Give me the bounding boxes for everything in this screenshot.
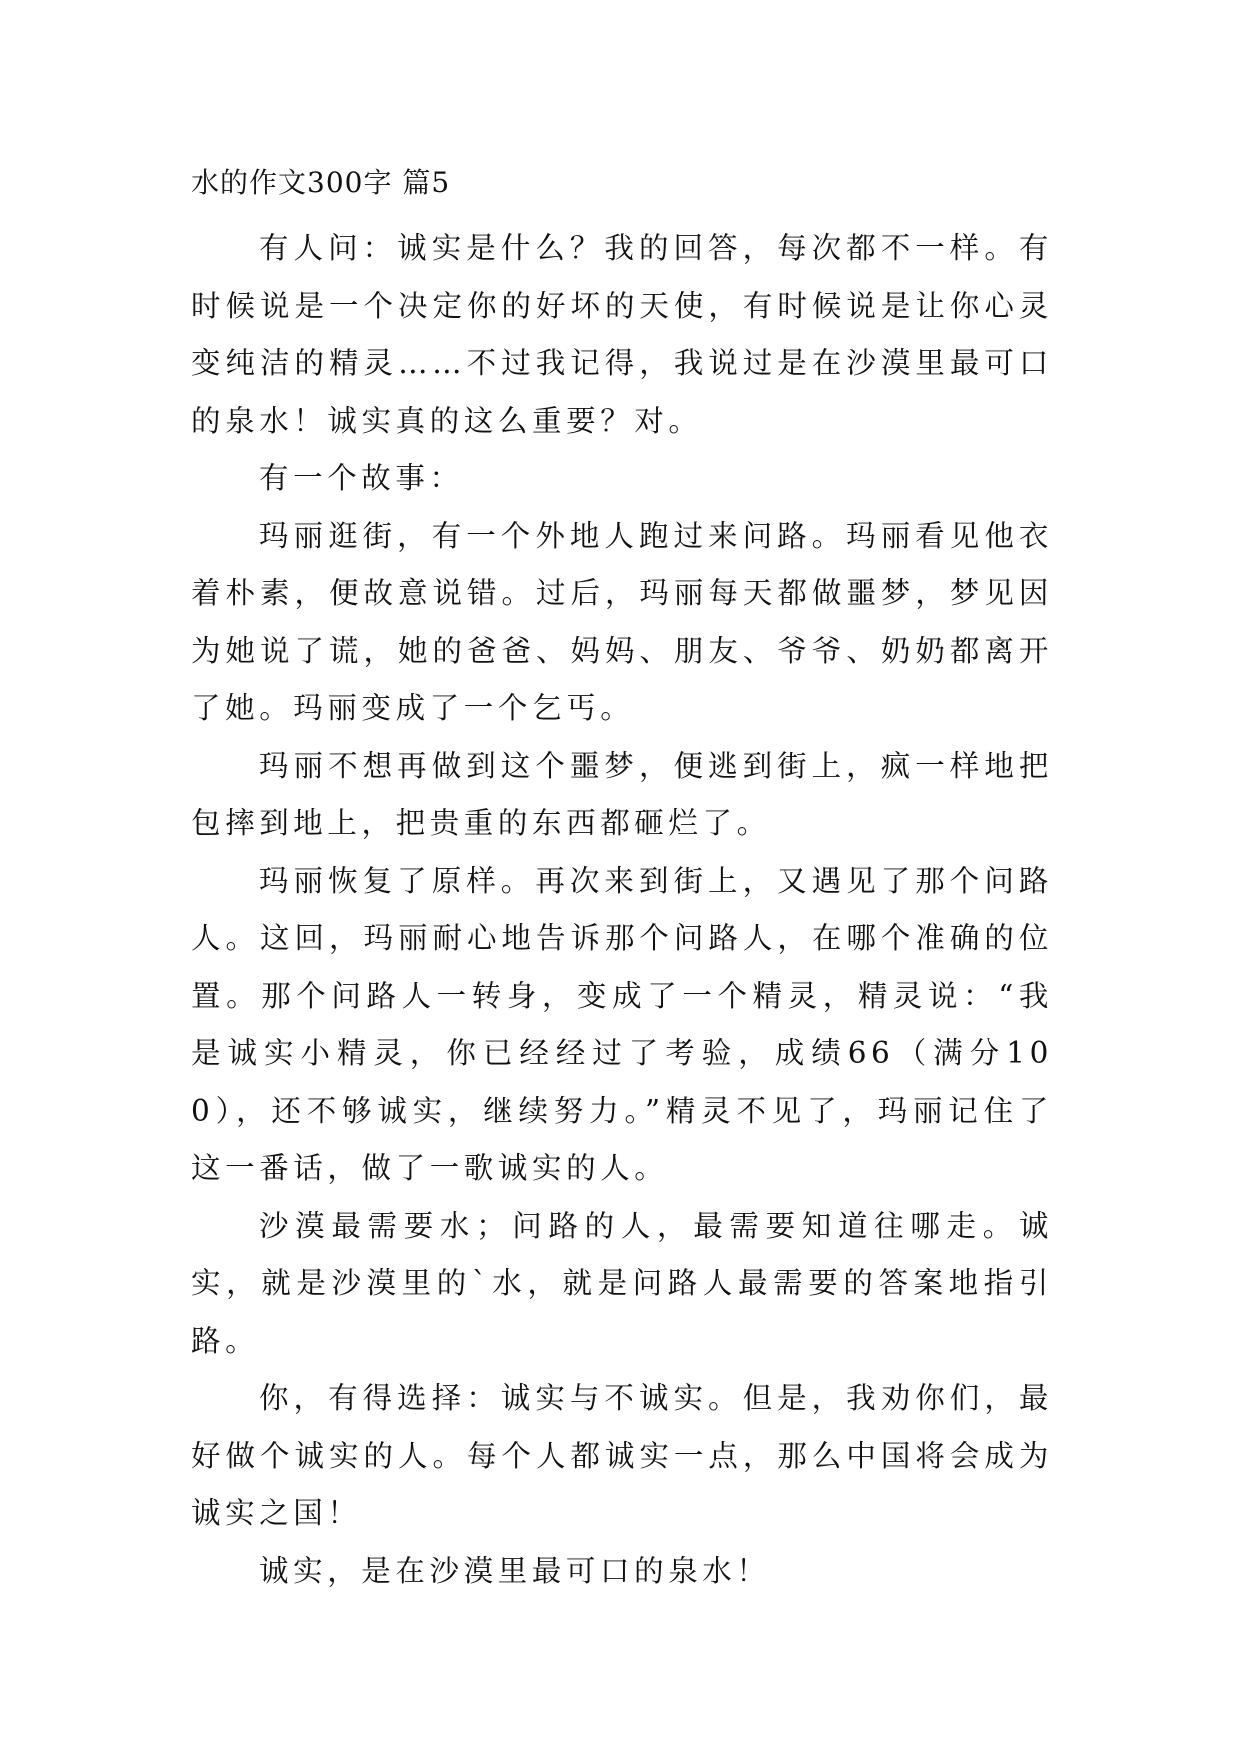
paragraph: 玛丽恢复了原样。再次来到街上，又遇见了那个问路人。这回，玛丽耐心地告诉那个问路人，在哪个准确的位置。那个问路人一转身，变成了一个精灵，精灵说：“我是诚实小精灵，你已经经过了考验，成绩66（满分100），还不够诚实，继续努力。”精灵不见了，玛丽记住了这一番话，做了一歌诚实的人。 xyxy=(191,863,1053,1185)
paragraph: 你，有得选择：诚实与不诚实。但是，我劝你们，最好做个诚实的人。每个人都诚实一点，那么中国将会成为诚实之国！ xyxy=(191,1381,1053,1530)
paragraph: 有一个故事： xyxy=(259,461,464,495)
document-body xyxy=(191,220,1053,1600)
paragraph: 玛丽不想再做到这个噩梦，便逃到街上，疯一样地把包摔到地上，把贵重的东西都砸烂了。 xyxy=(191,748,1053,840)
paragraph: 有人问：诚实是什么？我的回答，每次都不一样。有时候说是一个决定你的好坏的天使，有时候说是让你心灵变纯洁的精灵……不过我记得，我说过是在沙漠里最可口的泉水！诚实真的这么重要？对。 xyxy=(191,231,1053,438)
paragraph: 诚实，是在沙漠里最可口的泉水！ xyxy=(259,1553,771,1588)
paragraph: 玛丽逛街，有一个外地人跑过来问路。玛丽看见他衣着朴素，便故意说错。过后，玛丽每天都做噩梦，梦见因为她说了谎，她的爸爸、妈妈、朋友、爷爷、奶奶都离开了她。玛丽变成了一个乞丐。 xyxy=(191,518,1053,725)
paragraph: 沙漠最需要水；问路的人，最需要知道往哪走。诚实，就是沙漠里的`水，就是问路人最需要的答案地指引路。 xyxy=(191,1208,1053,1358)
document-title: 水的作文300字 篇5 xyxy=(191,166,451,199)
